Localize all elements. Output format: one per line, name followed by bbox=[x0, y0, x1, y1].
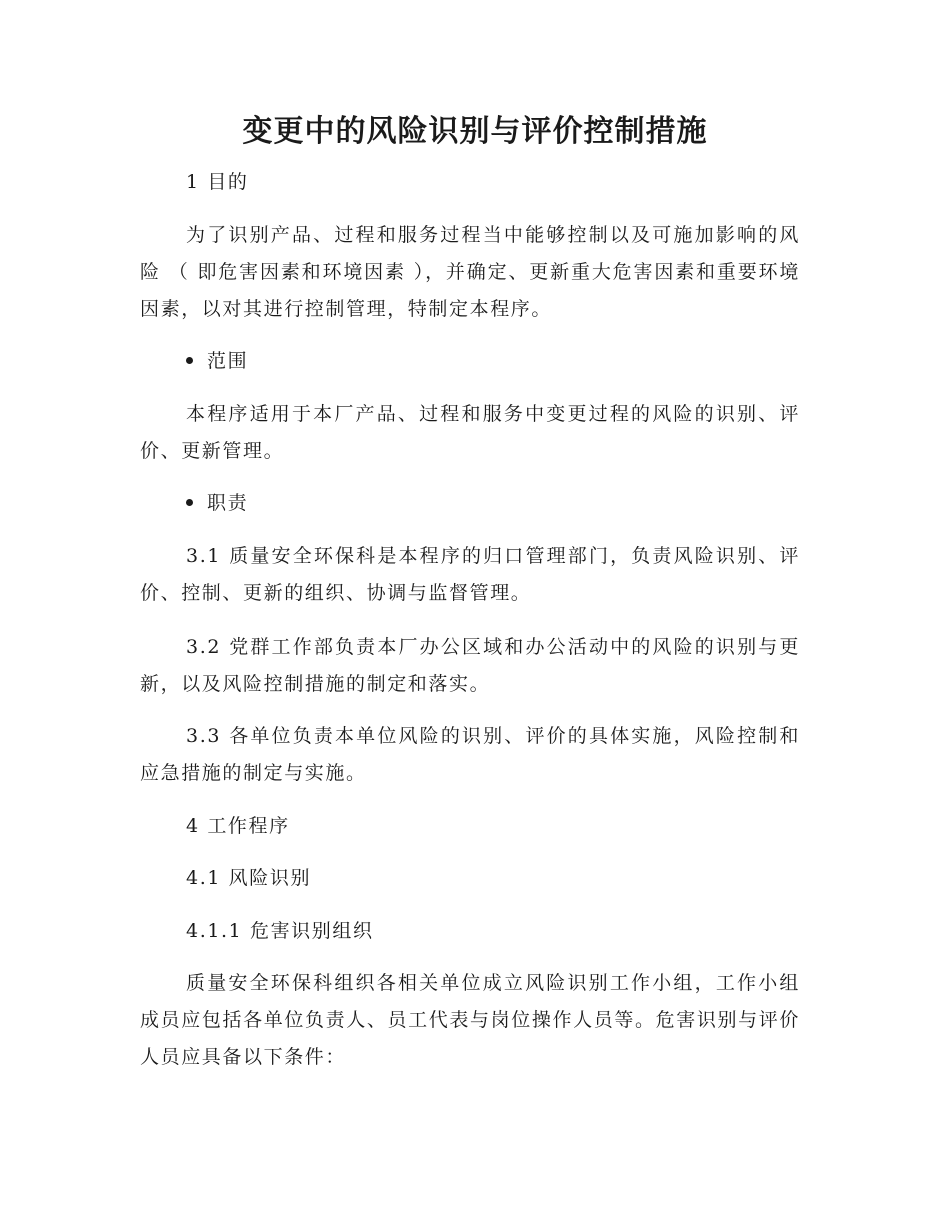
section-3-3: 3.3 各单位负责本单位风险的识别、评价的具体实施，风险控制和应急措施的制定与实施。 bbox=[140, 725, 800, 784]
section-2-heading-text: 范围 bbox=[207, 350, 249, 372]
section-3-heading bbox=[186, 485, 248, 522]
section-4-1-1-heading: 4.1.1 危害识别组织 bbox=[186, 920, 374, 942]
bullet-icon bbox=[186, 499, 193, 506]
section-3-1: 3.1 质量安全环保科是本程序的归口管理部门，负责风险识别、评价、控制、更新的组织、协调与监督管理。 bbox=[140, 545, 800, 604]
section-1-body: 为了识别产品、过程和服务过程当中能够控制以及可施加影响的风险 （ 即危害因素和环境因素 ），并确定、更新重大危害因素和重要环境因素，以对其进行控制管理，特制定本程序。 bbox=[140, 224, 800, 320]
section-4-heading: 4 工作程序 bbox=[186, 815, 290, 837]
section-2-heading bbox=[186, 343, 248, 380]
section-1-heading: 1 目的 bbox=[186, 171, 249, 193]
section-2-body: 本程序适用于本厂产品、过程和服务中变更过程的风险的识别、评价、更新管理。 bbox=[140, 403, 800, 462]
bullet-icon bbox=[186, 357, 193, 364]
section-4-1-heading: 4.1 风险识别 bbox=[186, 867, 312, 889]
section-3-heading-text: 职责 bbox=[207, 492, 249, 514]
document-title: 变更中的风险识别与评价控制措施 bbox=[242, 114, 708, 149]
section-3-2: 3.2 党群工作部负责本厂办公区域和办公活动中的风险的识别与更新，以及风险控制措施的制定和落实。 bbox=[140, 636, 800, 695]
section-4-1-1-body: 质量安全环保科组织各相关单位成立风险识别工作小组，工作小组成员应包括各单位负责人、员工代表与岗位操作人员等。危害识别与评价人员应具备以下条件： bbox=[140, 972, 800, 1068]
